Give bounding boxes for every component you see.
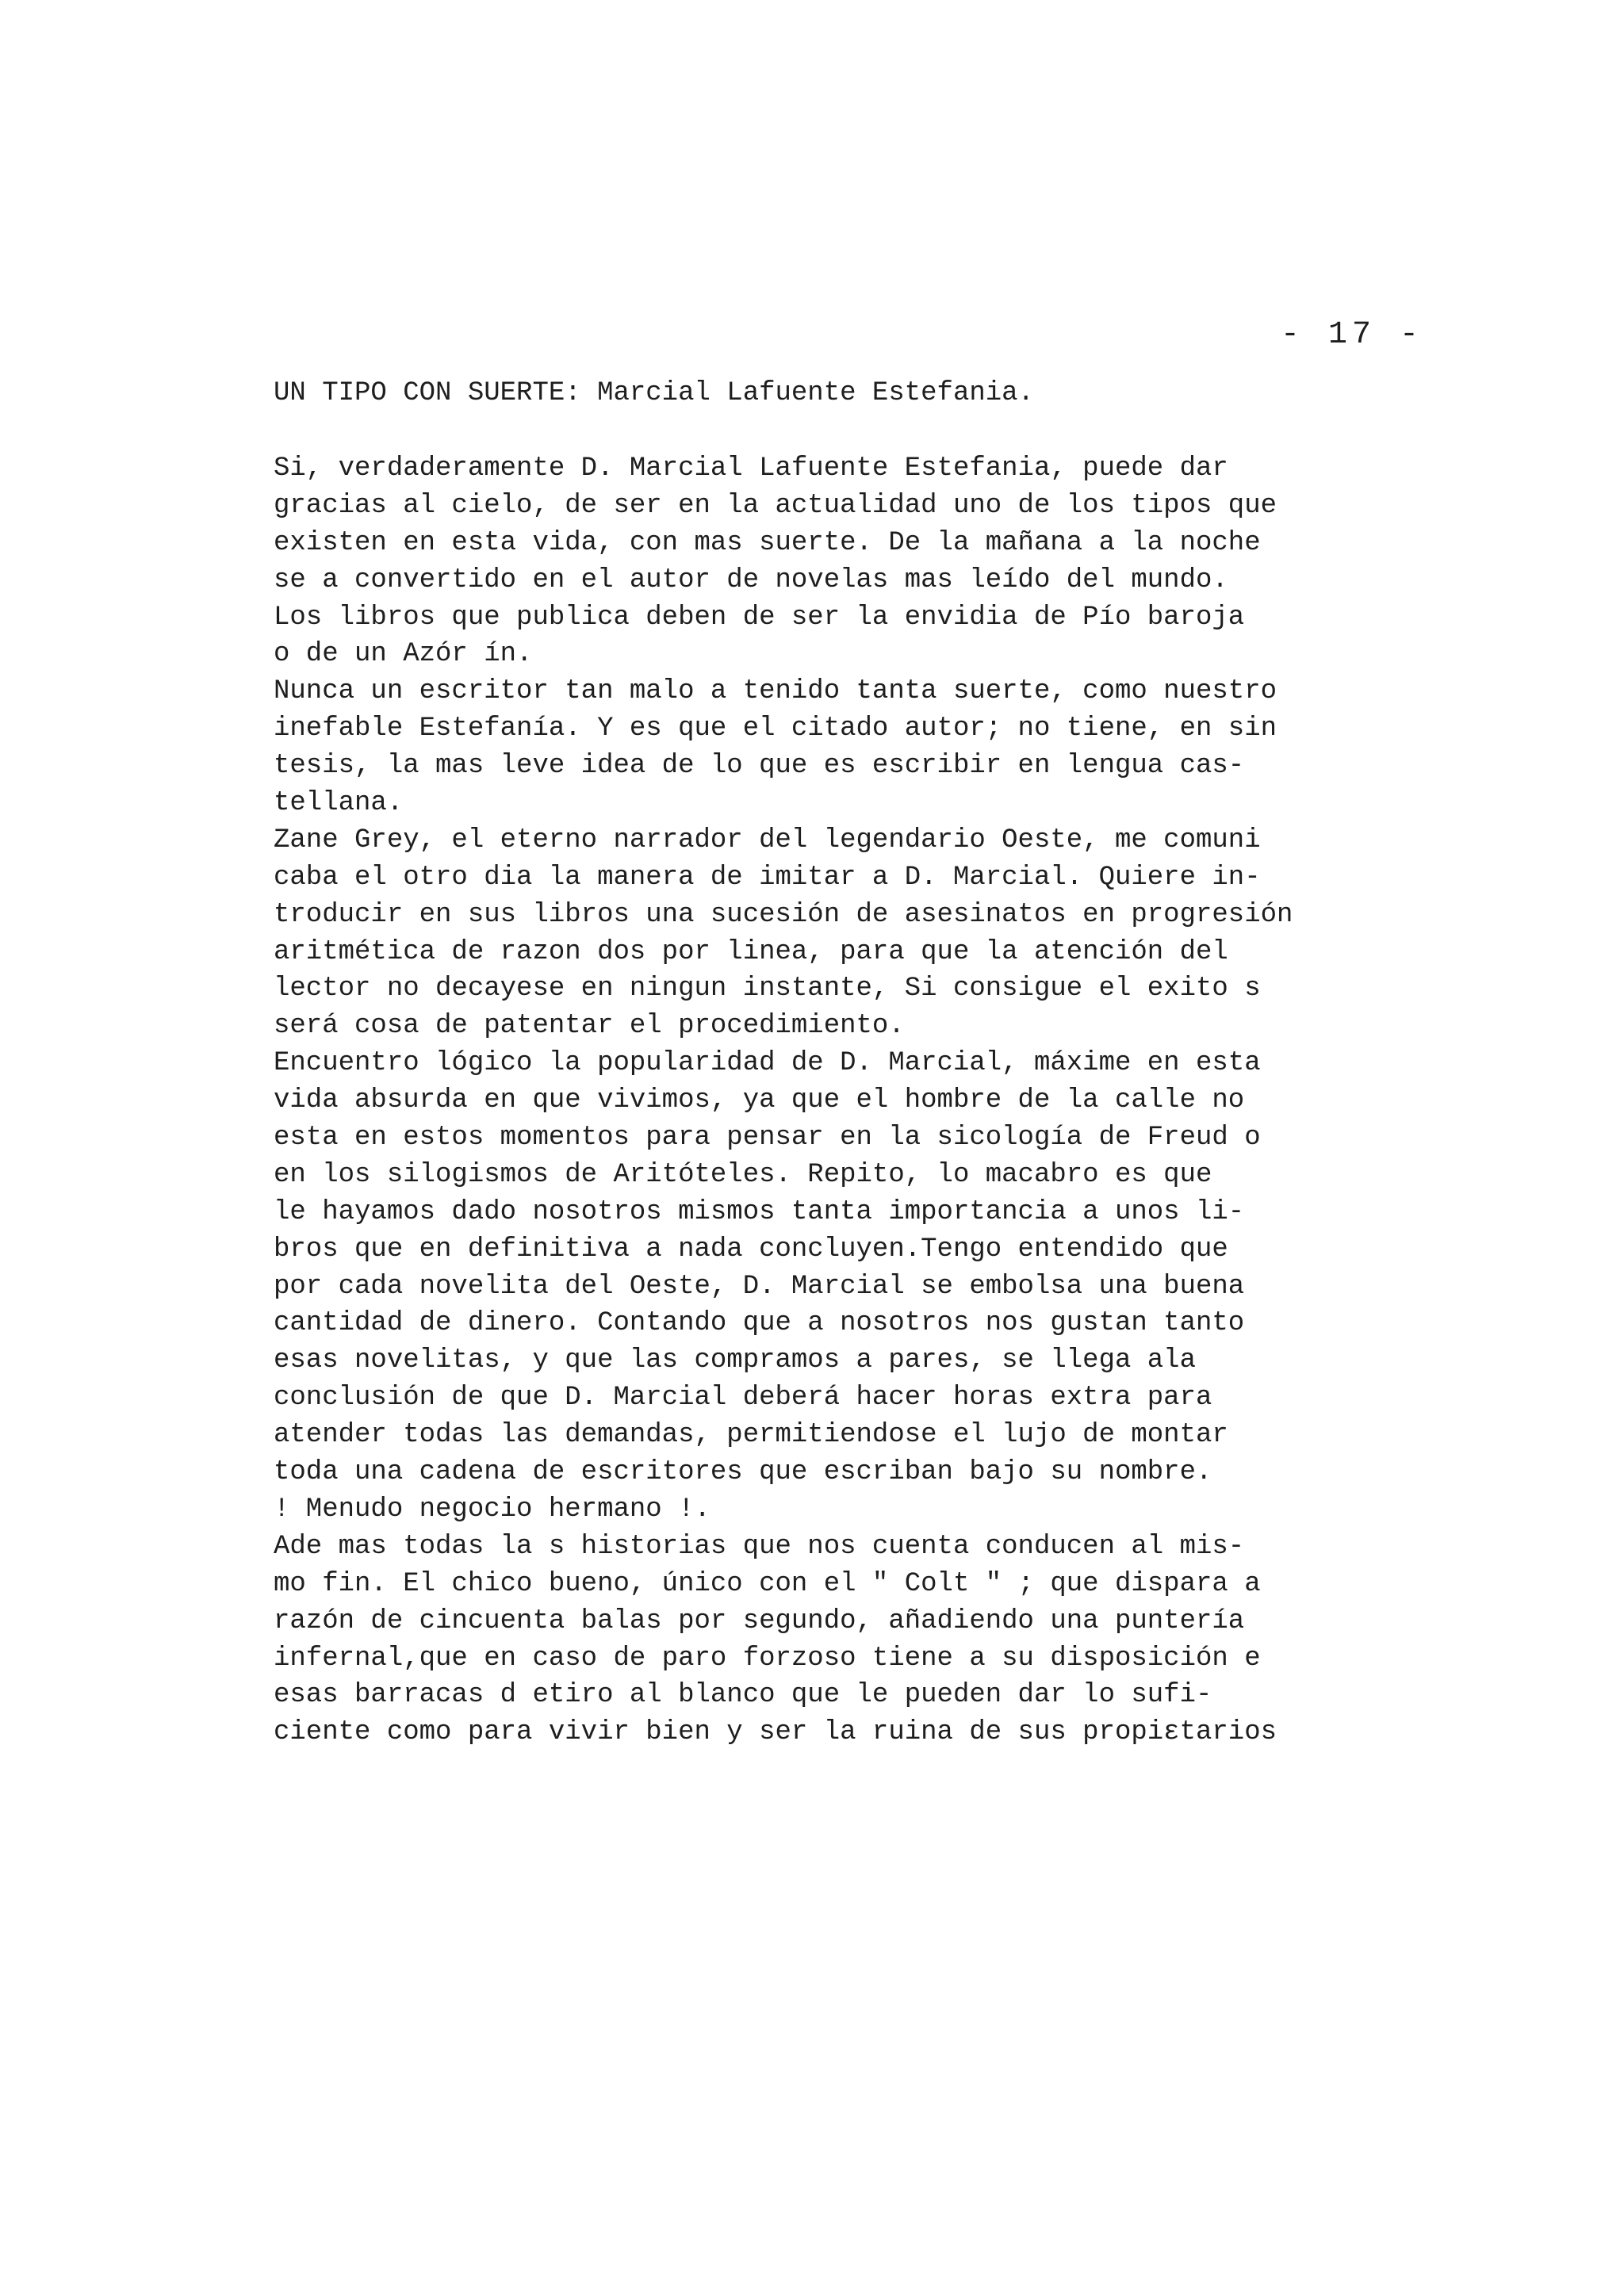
text-line: Nunca un escritor tan malo a tenido tanta suerte, como nuestro [274, 676, 1277, 707]
text-line: tellana. [274, 788, 404, 819]
text-line: Zane Grey, el eterno narrador del legendario Oeste, me comuni [274, 825, 1261, 855]
text-line: mo fin. El chico bueno, único con el " Colt " ; que dispara a [274, 1568, 1261, 1599]
text-line: ! Menudo negocio hermano !. [274, 1494, 710, 1525]
page-number: - 17 - [1281, 317, 1424, 353]
text-line: vida absurda en que vivimos, ya que el hombre de la calle no [274, 1085, 1245, 1116]
text-line: aritmética de razon dos por linea, para que la atención del [274, 936, 1228, 967]
text-line: por cada novelita del Oeste, D. Marcial se embolsa una buena [274, 1271, 1245, 1302]
text-line: Los libros que publica deben de ser la envidia de Pío baroja [274, 602, 1245, 633]
text-line: se a convertido en el autor de novelas mas leído del mundo. [274, 564, 1228, 595]
text-line: Si, verdaderamente D. Marcial Lafuente Estefania, puede dar [274, 453, 1228, 484]
text-line: en los silogismos de Aritóteles. Repito, lo macabro es que [274, 1159, 1212, 1190]
text-line: razón de cincuenta balas por segundo, añadiendo una puntería [274, 1605, 1245, 1636]
text-line: existen en esta vida, con mas suerte. De la mañana a la noche [274, 527, 1261, 558]
text-line: Ade mas todas la s historias que nos cuenta conducen al mis- [274, 1531, 1245, 1562]
text-line: o de un Azór ín. [274, 639, 533, 670]
text-line: atender todas las demandas, permitiendose el lujo de montar [274, 1420, 1228, 1451]
text-line: le hayamos dado nosotros mismos tanta importancia a unos li- [274, 1196, 1245, 1227]
text-line: esas novelitas, y que las compramos a pares, se llega ala [274, 1345, 1196, 1376]
text-line: tesis, la mas leve idea de lo que es escribir en lengua cas- [274, 751, 1245, 782]
text-line: caba el otro dia la manera de imitar a D. Marcial. Quiere in- [274, 862, 1261, 893]
text-line: conclusión de que D. Marcial deberá hacer horas extra para [274, 1383, 1212, 1414]
text-line: ciente como para vivir bien y ser la ruina de sus propiεtarios [274, 1717, 1277, 1748]
text-line: infernal,que en caso de paro forzoso tiene a su disposición e [274, 1643, 1261, 1674]
text-line: esta en estos momentos para pensar en la sicología de Freud o [274, 1123, 1261, 1154]
article-heading: UN TIPO CON SUERTE: Marcial Lafuente Estefania. [274, 378, 1034, 408]
text-line: cantidad de dinero. Contando que a nosotros nos gustan tanto [274, 1308, 1245, 1339]
text-line: bros que en definitiva a nada concluyen.Tengo entendido que [274, 1234, 1228, 1265]
text-line: lector no decayese en ningun instante, Si consigue el exito s [274, 974, 1261, 1004]
text-line: será cosa de patentar el procedimiento. [274, 1011, 905, 1042]
text-line: Encuentro lógico la popularidad de D. Marcial, máxime en esta [274, 1048, 1261, 1079]
text-line: esas barracas d etiro al blanco que le pueden dar lo sufi- [274, 1680, 1212, 1711]
text-line: gracias al cielo, de ser en la actualidad uno de los tipos que [274, 490, 1277, 521]
text-line: troducir en sus libros una sucesión de asesinatos en progresión [274, 899, 1293, 930]
text-line: inefable Estefanía. Y es que el citado autor; no tiene, en sin [274, 714, 1277, 744]
article-body [274, 450, 1463, 1751]
text-line: toda una cadena de escritores que escriban bajo su nombre. [274, 1457, 1212, 1488]
